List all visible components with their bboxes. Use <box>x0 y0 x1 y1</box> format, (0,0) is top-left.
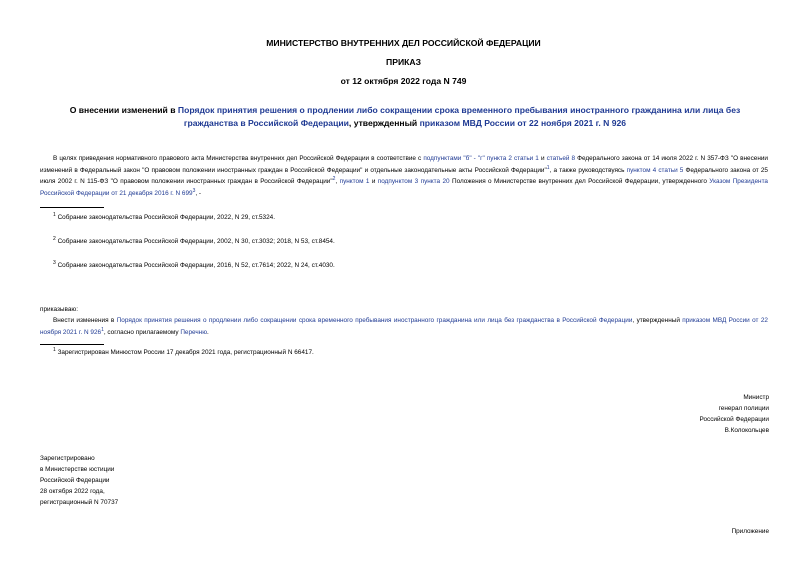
link-order-procedure[interactable]: Порядок принятия решения о продлении либо сокращении срока временного пребывания иностранного гражданина или лица без гражданства в Российской Федерации <box>116 317 633 324</box>
link-point-1[interactable]: пунктом 1 <box>339 178 370 185</box>
subject-link-order-926[interactable]: приказом МВД России от 22 ноября 2021 г. N 926 <box>419 118 627 128</box>
order-paragraph: Внести изменения в Порядок принятия решения о продлении либо сокращении срока временного пребывания иностранного гражданина или лица без гражданства в Российской Федерации, утвержденный приказом МВД России от 22 ноября 2021 г. N $926^1$, согласно прилагаемому Перечню. <box>40 317 768 336</box>
link-president-decree[interactable]: Указом Президента Российской Федерации от 21 декабря 2016 г. N 699 <box>40 178 768 197</box>
signature-block: Министр генерал полиции Российской Федерации В.Колокольцев <box>699 394 769 434</box>
preamble-paragraph: В целях приведения нормативного правового акта Министерства внутренних дел Российской Федерации в соответствие с подпунктами "б" - "г" пункта 2 статьи 1 и статьей 8 Федерального закона от 14 июля 2022 г. N 357-ФЗ "О внесении изменений в Федеральный закон "О правовом положении иностранных граждан в Российской Федерации" и отдельные законодательные акты Российской Федерации"$^1$, а также руководствуясь пунктом 4 статьи 5 Федерального закона от 25 июля 2002 г. N 115-ФЗ "О правовом положении иностранных граждан в Российской Федерации"$^2$, пунктом 1 и подпунктом 3 пункта 20 Положения о Министерстве внутренних дел Российской Федерации, утвержденного Указом Президента Российской Федерации от 21 декабря 2016 г. N $699^3$, - <box>40 155 769 197</box>
subject-link-procedure[interactable]: Порядок принятия решения о продлении либо сокращении срока временного пребывания иностранного гражданина или лица без гражданства в Российской Федерации <box>177 105 741 128</box>
link-order-926[interactable]: приказом МВД России от 22 ноября 2021 г. N 926 <box>40 317 768 336</box>
link-list-of-changes[interactable]: Перечню <box>180 328 208 336</box>
footnote-item: $^1$ Собрание законодательства Российской Федерации, 2022, N 29, ст.5324. <box>53 211 275 221</box>
registration-block: Зарегистрировано в Министерстве юстиции Российской Федерации 28 октября 2022 года, регистрационный N 70737 <box>40 455 119 506</box>
link-article-8[interactable]: статьей 8 <box>546 155 576 162</box>
footnote-item: $^1$ Зарегистрирован Минюстом России 17 декабря 2021 года, регистрационный N 66417. <box>53 346 314 356</box>
footnote-item: $^2$ Собрание законодательства Российской Федерации, 2002, N 30, ст.3032; 2018, N 53, ст.8454. <box>53 235 335 245</box>
footnote-ref-1[interactable]: 1 <box>546 164 550 171</box>
link-subpoint-3[interactable]: подпунктом 3 пункта 20 <box>377 178 450 185</box>
footnote-item: $^3$ Собрание законодательства Российской Федерации, 2016, N 52, ст.7614; 2022, N 24, ст.4030. <box>53 259 335 269</box>
link-subparagraphs[interactable]: подпунктами "б" - "г" пункта 2 статьи 1 <box>423 155 539 162</box>
ministry-heading: МИНИСТЕРСТВО ВНУТРЕННИХ ДЕЛ РОССИЙСКОЙ ФЕДЕРАЦИИ <box>266 38 541 48</box>
footnote-ref-3[interactable]: 3 <box>192 187 196 194</box>
link-article-5[interactable]: пунктом 4 статьи 5 <box>626 166 684 174</box>
subject-heading: О внесении изменений в Порядок принятия решения о продлении либо сокращении срока временного пребывания иностранного гражданина или лица без гражданства в Российской Федерации, утвержденный приказом МВД России от 22 ноября 2021 г. N 926 <box>69 105 741 128</box>
order-verb: приказываю: <box>40 306 78 313</box>
appendix-label: Приложение <box>731 528 769 535</box>
doc-type-heading: ПРИКАЗ <box>386 57 421 67</box>
footnote-divider <box>40 344 104 345</box>
footnote-ref-2[interactable]: 2 <box>332 175 336 182</box>
footnote-ref-order-1[interactable]: 1 <box>101 326 104 333</box>
doc-date-number: от 12 октября 2022 года N 749 <box>340 76 467 86</box>
footnote-divider <box>40 207 104 208</box>
